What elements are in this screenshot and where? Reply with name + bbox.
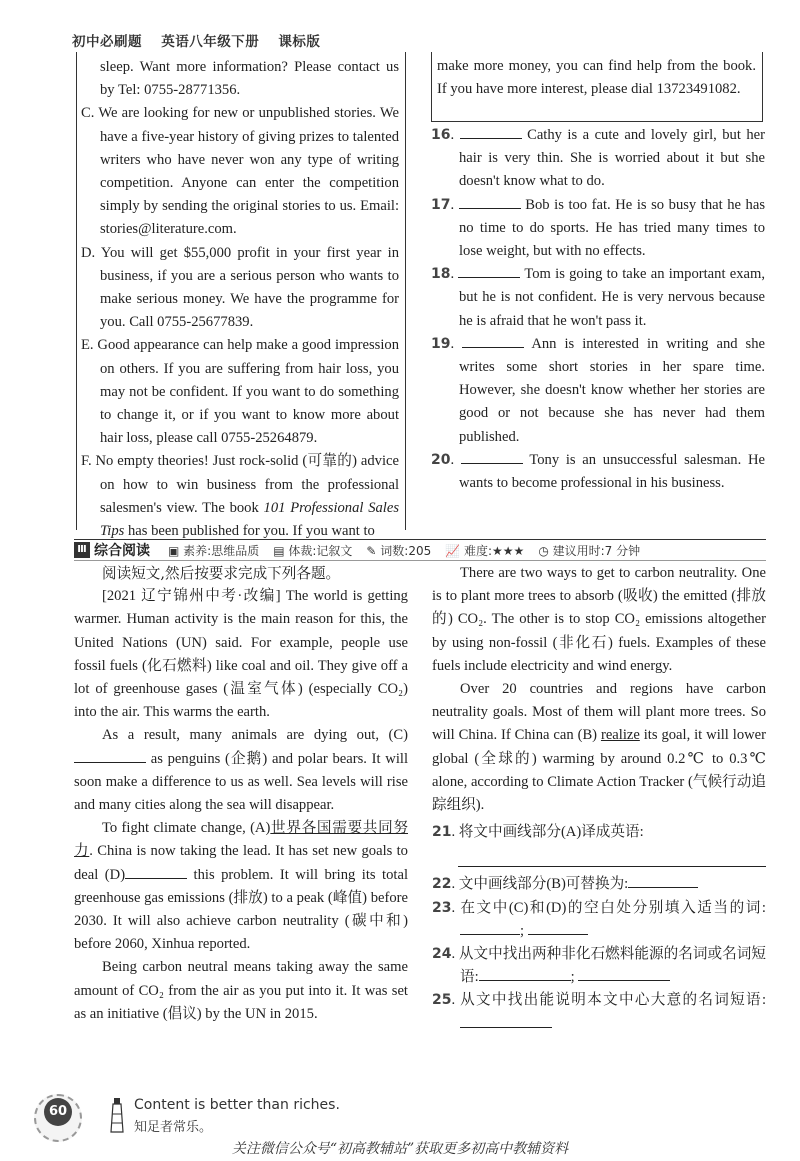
- ad-f-text1: F. No empty theories! Just rock-solid (可靠的) advice on how to win business from the professional salesmen's view. The book: [81, 453, 399, 516]
- ads-box-left: [76, 52, 406, 540]
- answer-blank[interactable]: [458, 263, 520, 278]
- question-text: Cathy is a cute and lovely girl, but her hair is very thin. She is worried about it but she doesn't know what to do.: [459, 127, 766, 190]
- question-text: Ann is interested in writing and she writes some short stories in her spare time. However, she doesn't know whether her stories are good or not because she has never had them published.: [459, 335, 765, 445]
- paragraph-6: Over 20 countries and regions have carbon neutrality goals. Most of them will plant more trees. So will China. If China can (B) realize its goal, it will lower global (全球的) warming by around 0.2℃ to 0.3℃ alone, according to Climate Action Tracker (气候行动追踪组织).: [432, 681, 766, 814]
- question-17: 17. Bob is too fat. He is so busy that he has no time to do sports. He has tried many times to lose weight, but with no effects.: [431, 194, 765, 264]
- answer-blank[interactable]: [459, 194, 521, 209]
- answer-blank[interactable]: [460, 124, 522, 139]
- answer-23d-line[interactable]: [528, 920, 588, 935]
- question-number: 20: [431, 451, 451, 468]
- question-21: 21. 将文中画线部分(A)译成英语:: [432, 824, 644, 841]
- meta-ticai: ▤ 体裁:记叙文: [273, 543, 353, 558]
- match-questions: [431, 124, 765, 495]
- question-25: 25. 从文中找出能说明本文中心大意的名词短语:: [432, 989, 766, 1035]
- source: [2021 辽宁锦州中考·改编]: [102, 588, 281, 605]
- question-16: 16. Cathy is a cute and lovely girl, but her hair is very thin. She is worried about it but she doesn't know what to do.: [431, 124, 765, 194]
- meta-time: ◷ 建议用时:7 分钟: [538, 543, 641, 558]
- passage-col-left: [74, 562, 408, 1026]
- question-text: Tom is going to take an important exam, but he is not confident. He is very nervous because he is afraid that he won't pass it.: [459, 266, 765, 329]
- question-22: 22. 文中画线部分(B)可替换为:: [432, 873, 766, 896]
- page-number: 60: [44, 1098, 72, 1126]
- section-title: 综合阅读: [94, 543, 150, 559]
- instruction: 阅读短文,然后按要求完成下列各题。: [102, 565, 341, 582]
- answer-25-line[interactable]: [460, 1013, 552, 1028]
- question-23: 23. 在文中(C)和(D)的空白处分别填入适当的词:;: [432, 899, 766, 939]
- question-24: 24. 从文中找出两种非化石燃料能源的名词或名词短语: ;: [432, 946, 766, 986]
- paragraph-1: [2021 辽宁锦州中考·改编] The world is getting warmer. Human activity is the main reason for this, the United Nations (UN) said. For example, people use fossil fuels (化石燃料) like coal and oil. They give off a lot of greenhouse gases (温室气体) (especially CO₂) into the air. This warms the earth.: [74, 588, 408, 721]
- ad-d: D. You will get $55,000 profit in your first year in business, if you are a serious person who wants to make serious money. We have the programme for you. Call 0755-25677839.: [81, 244, 399, 331]
- bottom-notice: 关注微信公众号“初高教辅站”获取更多初高中教辅资料: [231, 1141, 569, 1157]
- answer-blank[interactable]: [461, 449, 523, 464]
- ad-f-book-title: 101 Professional Sales Tips: [100, 499, 400, 540]
- motto-english: Content is better than riches.: [134, 1097, 340, 1113]
- motto-chinese: 知足者常乐。: [134, 1120, 213, 1135]
- question-18: 18. Tom is going to take an important exam, but he is not confident. He is very nervous because he is afraid that he won't pass it.: [431, 263, 765, 333]
- answer-blank[interactable]: [462, 333, 524, 348]
- answer-21-line[interactable]: [458, 844, 766, 867]
- question-number: 18: [431, 266, 451, 283]
- questions-b: [432, 821, 766, 1036]
- lighthouse-icon: [106, 1094, 128, 1134]
- ad-f-continued: make more money, you can find help from the book. If you have more interest, please dial 13723491082.: [437, 58, 756, 98]
- meta-cishu: ✎ 词数:205: [366, 543, 432, 558]
- question-number: 16: [431, 127, 451, 143]
- answer-24b-line[interactable]: [578, 966, 670, 981]
- paragraph-2: As a result, many animals are dying out, (C) as penguins (企鹅) and polar bears. It will soon make a difference to us as well. Sea levels will rise and many cities along the sea will disappear.: [74, 727, 408, 814]
- blank-d[interactable]: [125, 864, 187, 879]
- edition-title: 课标版: [278, 34, 321, 50]
- paragraph-4: Being carbon neutral means taking away the same amount of CO₂ from the air as you put into it. It was set as an initiative (倡议) by the UN in 2015.: [74, 959, 408, 1022]
- section-number-icon: Ⅲ: [74, 542, 90, 558]
- underline-b: realize: [600, 727, 640, 744]
- ad-f-text2: has been published for you. If you want to: [124, 523, 375, 540]
- ad-c: C. We are looking for new or unpublished stories. We have a five-year history of giving prizes to talented writers who have never won any type of writing competition. Anyone can enter the competition simply by sending the original stories to us. Email: stories@literature.com.: [81, 105, 399, 238]
- paragraph-5: There are two ways to get to carbon neutrality. One is to plant more trees to absorb (吸收) the emitted (排放的) CO₂. The other is to stop CO₂ emissions altogether by using non-fossil (非化石) fuels. Examples of these fuels include electricity and wind energy.: [432, 565, 766, 674]
- subject-title: 英语八年级下册: [161, 34, 260, 50]
- blank-c[interactable]: [74, 748, 146, 763]
- meta-suyang: ▣ 素养:思维品质: [168, 543, 260, 558]
- underline-a: 世界各国需要共同努力: [74, 820, 408, 860]
- answer-24a-line[interactable]: [479, 966, 571, 981]
- series-title: 初中必刷题: [72, 34, 142, 50]
- question-number: 19: [431, 335, 451, 352]
- passage-col-right: [432, 562, 766, 1036]
- meta-nandu: 📈 难度:★★★: [445, 543, 525, 558]
- section-bar: [74, 539, 766, 561]
- question-text: Tony is an unsuccessful salesman. He wants to become professional in his business.: [459, 451, 765, 492]
- answer-23c-line[interactable]: [460, 920, 520, 935]
- question-text: Bob is too fat. He is so busy that he has no time to do sports. He has tried many times to lose weight, but with no effects.: [459, 196, 765, 260]
- answer-22-line[interactable]: [628, 873, 698, 888]
- paragraph-3: To fight climate change, (A)世界各国需要共同努力. China is now taking the lead. It has set new goals to deal (D) this problem. It will bring its total greenhouse gas emissions (排放) to a peak (峰值) before 2030. It will also achieve carbon neutrality (碳中和) before 2060, Xinhua reported.: [74, 820, 408, 953]
- question-19: 19. Ann is interested in writing and she writes some short stories in her spare time. However, she doesn't know whether her stories are good or not because she has never had them published.: [431, 333, 765, 449]
- ad-f: [81, 450, 399, 543]
- ads-box-right: [431, 52, 763, 122]
- ad-b-continued: sleep. Want more information? Please contact us by Tel: 0755-28771356.: [100, 59, 399, 99]
- question-20: 20. Tony is an unsuccessful salesman. He wants to become professional in his business.: [431, 449, 765, 495]
- question-number: 17: [431, 196, 451, 213]
- ad-e: E. Good appearance can help make a good impression on others. If you are suffering from hair loss, you may not be confident. If you want to do something to change it, or if you want to know more about hair loss, please call 0755-25264879.: [81, 337, 399, 447]
- page-header: [72, 30, 334, 50]
